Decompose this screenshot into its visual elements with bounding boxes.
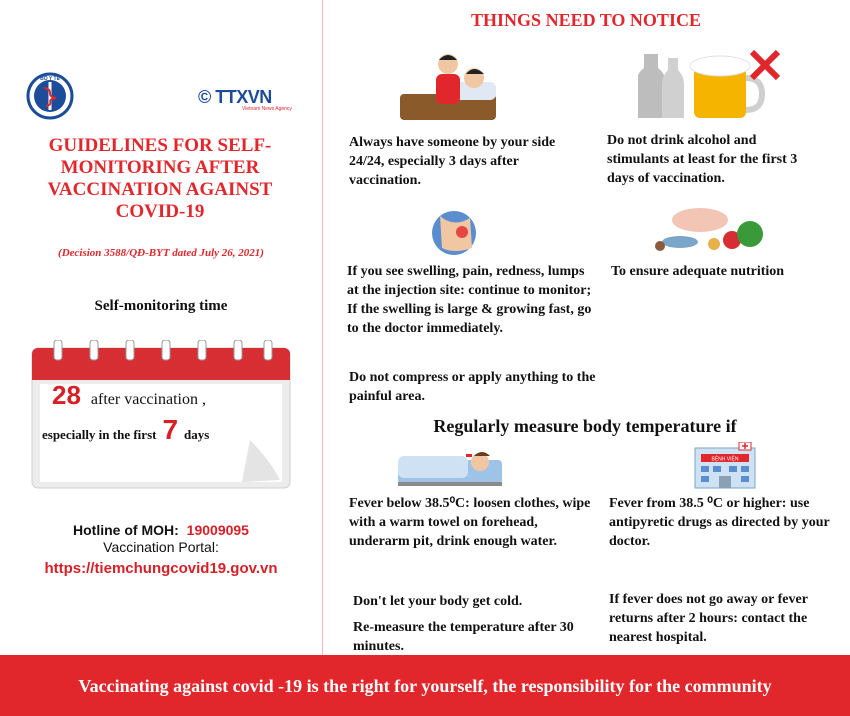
no-cold-text: Don't let your body get cold. — [353, 594, 523, 609]
calendar-graphic — [30, 340, 292, 490]
decision-reference: (Decision 3588/QĐ-BYT dated July 26, 2021) — [58, 247, 264, 259]
notice-no-alcohol: Do not drink alcohol and stimulants at least for the first 3 days of vaccination. — [607, 133, 798, 186]
svg-text:BỆNH VIỆN: BỆNH VIỆN — [711, 456, 739, 463]
hospital-illustration — [693, 442, 757, 490]
hospital-text: If fever does not go away or fever returns after 2 hours: contact the nearest hospital. — [609, 592, 808, 645]
column-divider — [322, 0, 323, 655]
calendar-first-unit: days — [184, 427, 210, 442]
portal-link[interactable]: https://tiemchungcovid19.gov.vn — [44, 560, 278, 577]
self-monitoring-label: Self-monitoring time — [94, 298, 228, 314]
hotline-block — [20, 522, 302, 577]
notice-someone-by-side: Always have someone by your side 24/24, especially 3 days after vaccination. — [349, 135, 556, 188]
ttxvn-logo-sub: Vietnam News Agency — [242, 106, 292, 112]
notice-nutrition: To ensure adequate nutrition — [611, 264, 785, 279]
remeasure-text: Re-measure the temperature after 30 minutes. — [353, 620, 574, 654]
portal-label: Vaccination Portal: — [103, 539, 219, 555]
calendar-first-line — [42, 414, 282, 446]
footer-text: Vaccinating against covid -19 is the right for yourself, the responsibility for the community — [78, 676, 772, 696]
alcohol-illustration — [638, 44, 788, 120]
fever-above-text: Fever from 38.5 ⁰C or higher: use antipyretic drugs as directed by your doctor. — [609, 496, 830, 549]
fever-bed-illustration — [396, 446, 504, 488]
notice-swelling: If you see swelling, pain, redness, lumps at the injection site: continue to monitor; If the swelling is large & growing fast, go to the doctor immediately. — [347, 264, 592, 336]
hotline-label: Hotline of MOH: — [73, 522, 179, 538]
notice-no-compress: Do not compress or apply anything to the painful area. — [349, 370, 596, 404]
food-illustration — [650, 206, 770, 256]
calendar-days-text: after vaccination , — [90, 391, 206, 408]
caregiver-illustration — [398, 46, 498, 124]
fever-below-text: Fever below 38.5⁰C: loosen clothes, wipe with a warm towel on forehead, underarm pit, drink enough water. — [349, 496, 591, 549]
ttxvn-logo — [198, 87, 298, 113]
ttxvn-logo-text: © TTXVN — [198, 87, 272, 107]
hotline-line — [20, 522, 302, 539]
calendar-especially-text: especially in the first — [42, 427, 157, 442]
calendar-days-number: 28 — [52, 380, 81, 410]
calendar-first-number: 7 — [162, 414, 179, 445]
temperature-title: Regularly measure body temperature if — [433, 416, 737, 436]
hotline-number[interactable]: 19009095 — [186, 522, 249, 538]
svg-text:BỘ Y TẾ: BỘ Y TẾ — [40, 76, 60, 82]
guidelines-title: GUIDELINES FOR SELF-MONITORING AFTER VACCINATION AGAINST COVID-19 — [47, 135, 273, 222]
calendar-days-line — [52, 380, 282, 411]
injection-site-illustration — [432, 208, 476, 258]
moh-logo — [26, 72, 74, 120]
notice-title: THINGS NEED TO NOTICE — [471, 10, 701, 30]
